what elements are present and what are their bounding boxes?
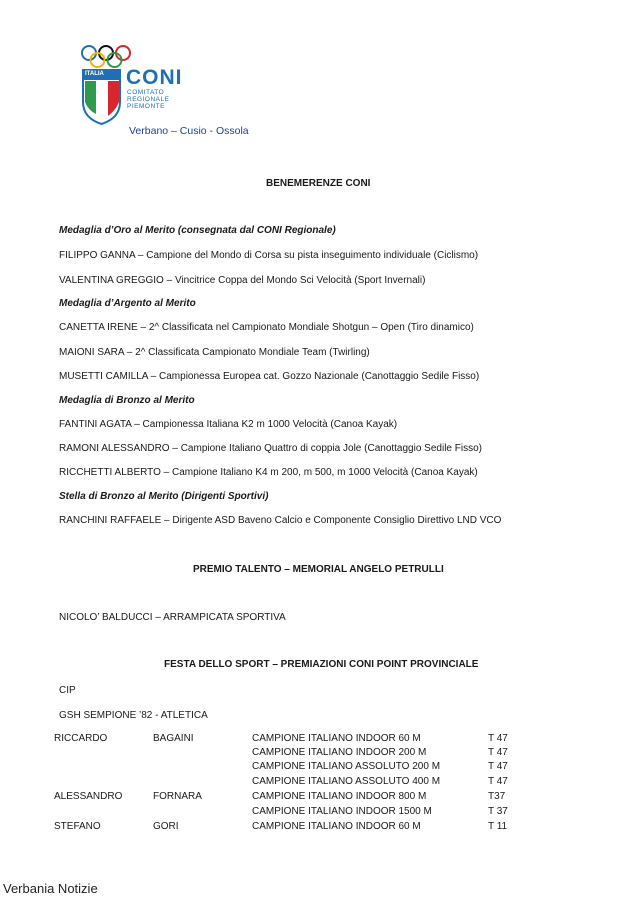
section-heading: Medaglia d’Oro al Merito (consegnata dal CONI Regionale) bbox=[59, 225, 336, 236]
shield-label: ITALIA bbox=[85, 71, 104, 77]
table-cell-last: BAGAINI bbox=[153, 733, 194, 744]
table-cell-cat: T 47 bbox=[488, 776, 508, 787]
section-heading: Medaglia d’Argento al Merito bbox=[59, 298, 196, 309]
table-cell-title: CAMPIONE ITALIANO INDOOR 60 M bbox=[252, 821, 421, 832]
table-cell-title: CAMPIONE ITALIANO ASSOLUTO 400 M bbox=[252, 776, 441, 787]
benemerenze-title: BENEMERENZE CONI bbox=[266, 178, 371, 189]
table-cell-cat: T 47 bbox=[488, 733, 508, 744]
table-cell-title: CAMPIONE ITALIANO INDOOR 800 M bbox=[252, 791, 427, 802]
award-entry: VALENTINA GREGGIO – Vincitrice Coppa del Mondo Sci Velocità (Sport Invernali) bbox=[59, 275, 426, 286]
coni-subtitle-line: COMITATO bbox=[127, 89, 165, 96]
table-cell-title: CAMPIONE ITALIANO INDOOR 1500 M bbox=[252, 806, 432, 817]
award-entry: FILIPPO GANNA – Campione del Mondo di Corsa su pista inseguimento individuale (Ciclismo) bbox=[59, 250, 479, 261]
table-cell-first: STEFANO bbox=[54, 821, 101, 832]
award-entry: FANTINI AGATA – Campionessa Italiana K2 m 1000 Velocità (Canoa Kayak) bbox=[59, 419, 398, 430]
award-entry: CANETTA IRENE – 2^ Classificata nel Campionato Mondiale Shotgun – Open (Tiro dinamico) bbox=[59, 322, 474, 333]
coni-subtitle-line: PIEMONTE bbox=[127, 103, 165, 110]
table-cell-cat: T37 bbox=[488, 791, 506, 802]
table-cell-cat: T 37 bbox=[488, 806, 508, 817]
table-cell-cat: T 11 bbox=[488, 821, 508, 832]
region-label: Verbano – Cusio - Ossola bbox=[129, 125, 249, 137]
award-entry: RAMONI ALESSANDRO – Campione Italiano Quattro di coppia Jole (Canottaggio Sedile Fisso) bbox=[59, 443, 482, 454]
section-heading: Medaglia di Bronzo al Merito bbox=[59, 395, 195, 406]
award-entry: MAIONI SARA – 2^ Classificata Campionato Mondiale Team (Twirling) bbox=[59, 347, 370, 358]
table-cell-last: GORI bbox=[153, 821, 179, 832]
award-entry: MUSETTI CAMILLA – Campionessa Europea cat. Gozzo Nazionale (Canottaggio Sedile Fisso) bbox=[59, 371, 480, 382]
festa-group: CIP bbox=[59, 685, 76, 696]
premio-title: PREMIO TALENTO – MEMORIAL ANGELO PETRULLI bbox=[193, 564, 444, 575]
premio-entry: NICOLO’ BALDUCCI – ARRAMPICATA SPORTIVA bbox=[59, 612, 286, 623]
table-cell-cat: T 47 bbox=[488, 747, 508, 758]
table-cell-first: RICCARDO bbox=[54, 733, 108, 744]
award-entry: RANCHINI RAFFAELE – Dirigente ASD Baveno Calcio e Componente Consiglio Direttivo LND VCO bbox=[59, 515, 502, 526]
table-cell-title: CAMPIONE ITALIANO INDOOR 200 M bbox=[252, 747, 427, 758]
section-heading: Stella di Bronzo al Merito (Dirigenti Sportivi) bbox=[59, 491, 269, 502]
table-cell-first: ALESSANDRO bbox=[54, 791, 123, 802]
coni-brand: CONI bbox=[126, 66, 183, 89]
award-entry: RICCHETTI ALBERTO – Campione Italiano K4 m 200, m 500, m 1000 Velocità (Canoa Kayak) bbox=[59, 467, 478, 478]
table-cell-last: FORNARA bbox=[153, 791, 202, 802]
footer-watermark: Verbania Notizie bbox=[3, 881, 98, 896]
coni-subtitle-line: REGIONALE bbox=[127, 96, 170, 103]
coni-subtitle bbox=[127, 89, 169, 110]
festa-club: GSH SEMPIONE ’82 - ATLETICA bbox=[59, 710, 208, 721]
festa-title: FESTA DELLO SPORT – PREMIAZIONI CONI POINT PROVINCIALE bbox=[164, 659, 479, 670]
table-cell-cat: T 47 bbox=[488, 761, 508, 772]
table-cell-title: CAMPIONE ITALIANO ASSOLUTO 200 M bbox=[252, 761, 441, 772]
table-cell-title: CAMPIONE ITALIANO INDOOR 60 M bbox=[252, 733, 421, 744]
